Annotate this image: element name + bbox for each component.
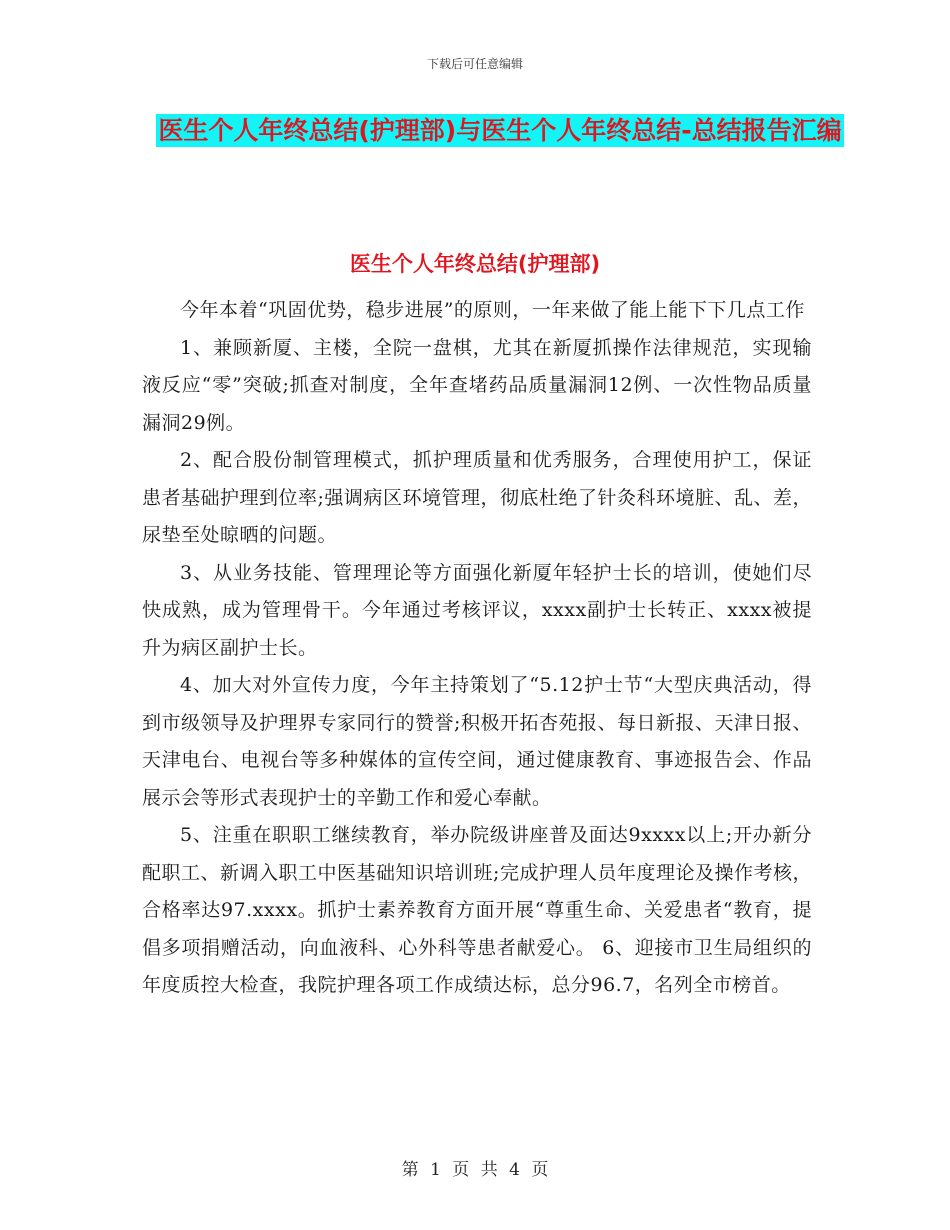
section-title: 医生个人年终总结(护理部) (349, 252, 601, 276)
document-title (140, 108, 860, 154)
page-header-note: 下载后可任意编辑 (426, 57, 523, 71)
paragraph-item-4: 4、加大对外宣传力度，今年主持策划了“5.12护士节“大型庆典活动，得到市级领导及护理界专家同行的赞誉;积极开拓杏苑报、每日新报、天津日报、天津电台、电视台等多种媒体的宣传空间，通过健康教育、事迹报告会、作品展示会等形式表现护士的辛勤工作和爱心奉献。 (142, 674, 812, 809)
paragraph-item-1: 1、兼顾新厦、主楼，全院一盘棋，尤其在新厦抓操作法律规范，实现输液反应“零”突破;抓查对制度，全年查堵药品质量漏洞12例、一次性物品质量漏洞29例。 (142, 336, 812, 434)
document-body (142, 292, 812, 1005)
page-number: 第 1 页 共 4 页 (401, 1160, 549, 1180)
paragraph-intro: 今年本着“巩固优势，稳步进展”的原则，一年来做了能上能下下几点工作 (180, 299, 805, 321)
paragraph-item-5: 5、注重在职职工继续教育，举办院级讲座普及面达9xxxx以上;开办新分配职工、新调入职工中医基础知识培训班;完成护理人员年度理论及操作考核，合格率达97.xxxx。抓护士素养教育方面开展“尊重生命、关爱患者“教育，提倡多项捐赠活动，向血液科、心外科等患者献爱心。 6、迎接市卫生局组织的年度质控大检查，我院护理各项工作成绩达标，总分96.7，名列全市榜首。 (142, 824, 812, 996)
document-title-text: 医生个人年终总结(护理部)与医生个人年终总结-总结报告汇编 (158, 116, 842, 145)
paragraph-item-2: 2、配合股份制管理模式，抓护理质量和优秀服务，合理使用护工，保证患者基础护理到位率;强调病区环境管理，彻底杜绝了针灸科环境脏、乱、差，尿垫至处晾晒的问题。 (142, 449, 812, 546)
paragraph-item-3: 3、从业务技能、管理理论等方面强化新厦年轻护士长的培训，使她们尽快成熟，成为管理骨干。今年通过考核评议，xxxx副护士长转正、xxxx被提升为病区副护士长。 (142, 561, 812, 659)
